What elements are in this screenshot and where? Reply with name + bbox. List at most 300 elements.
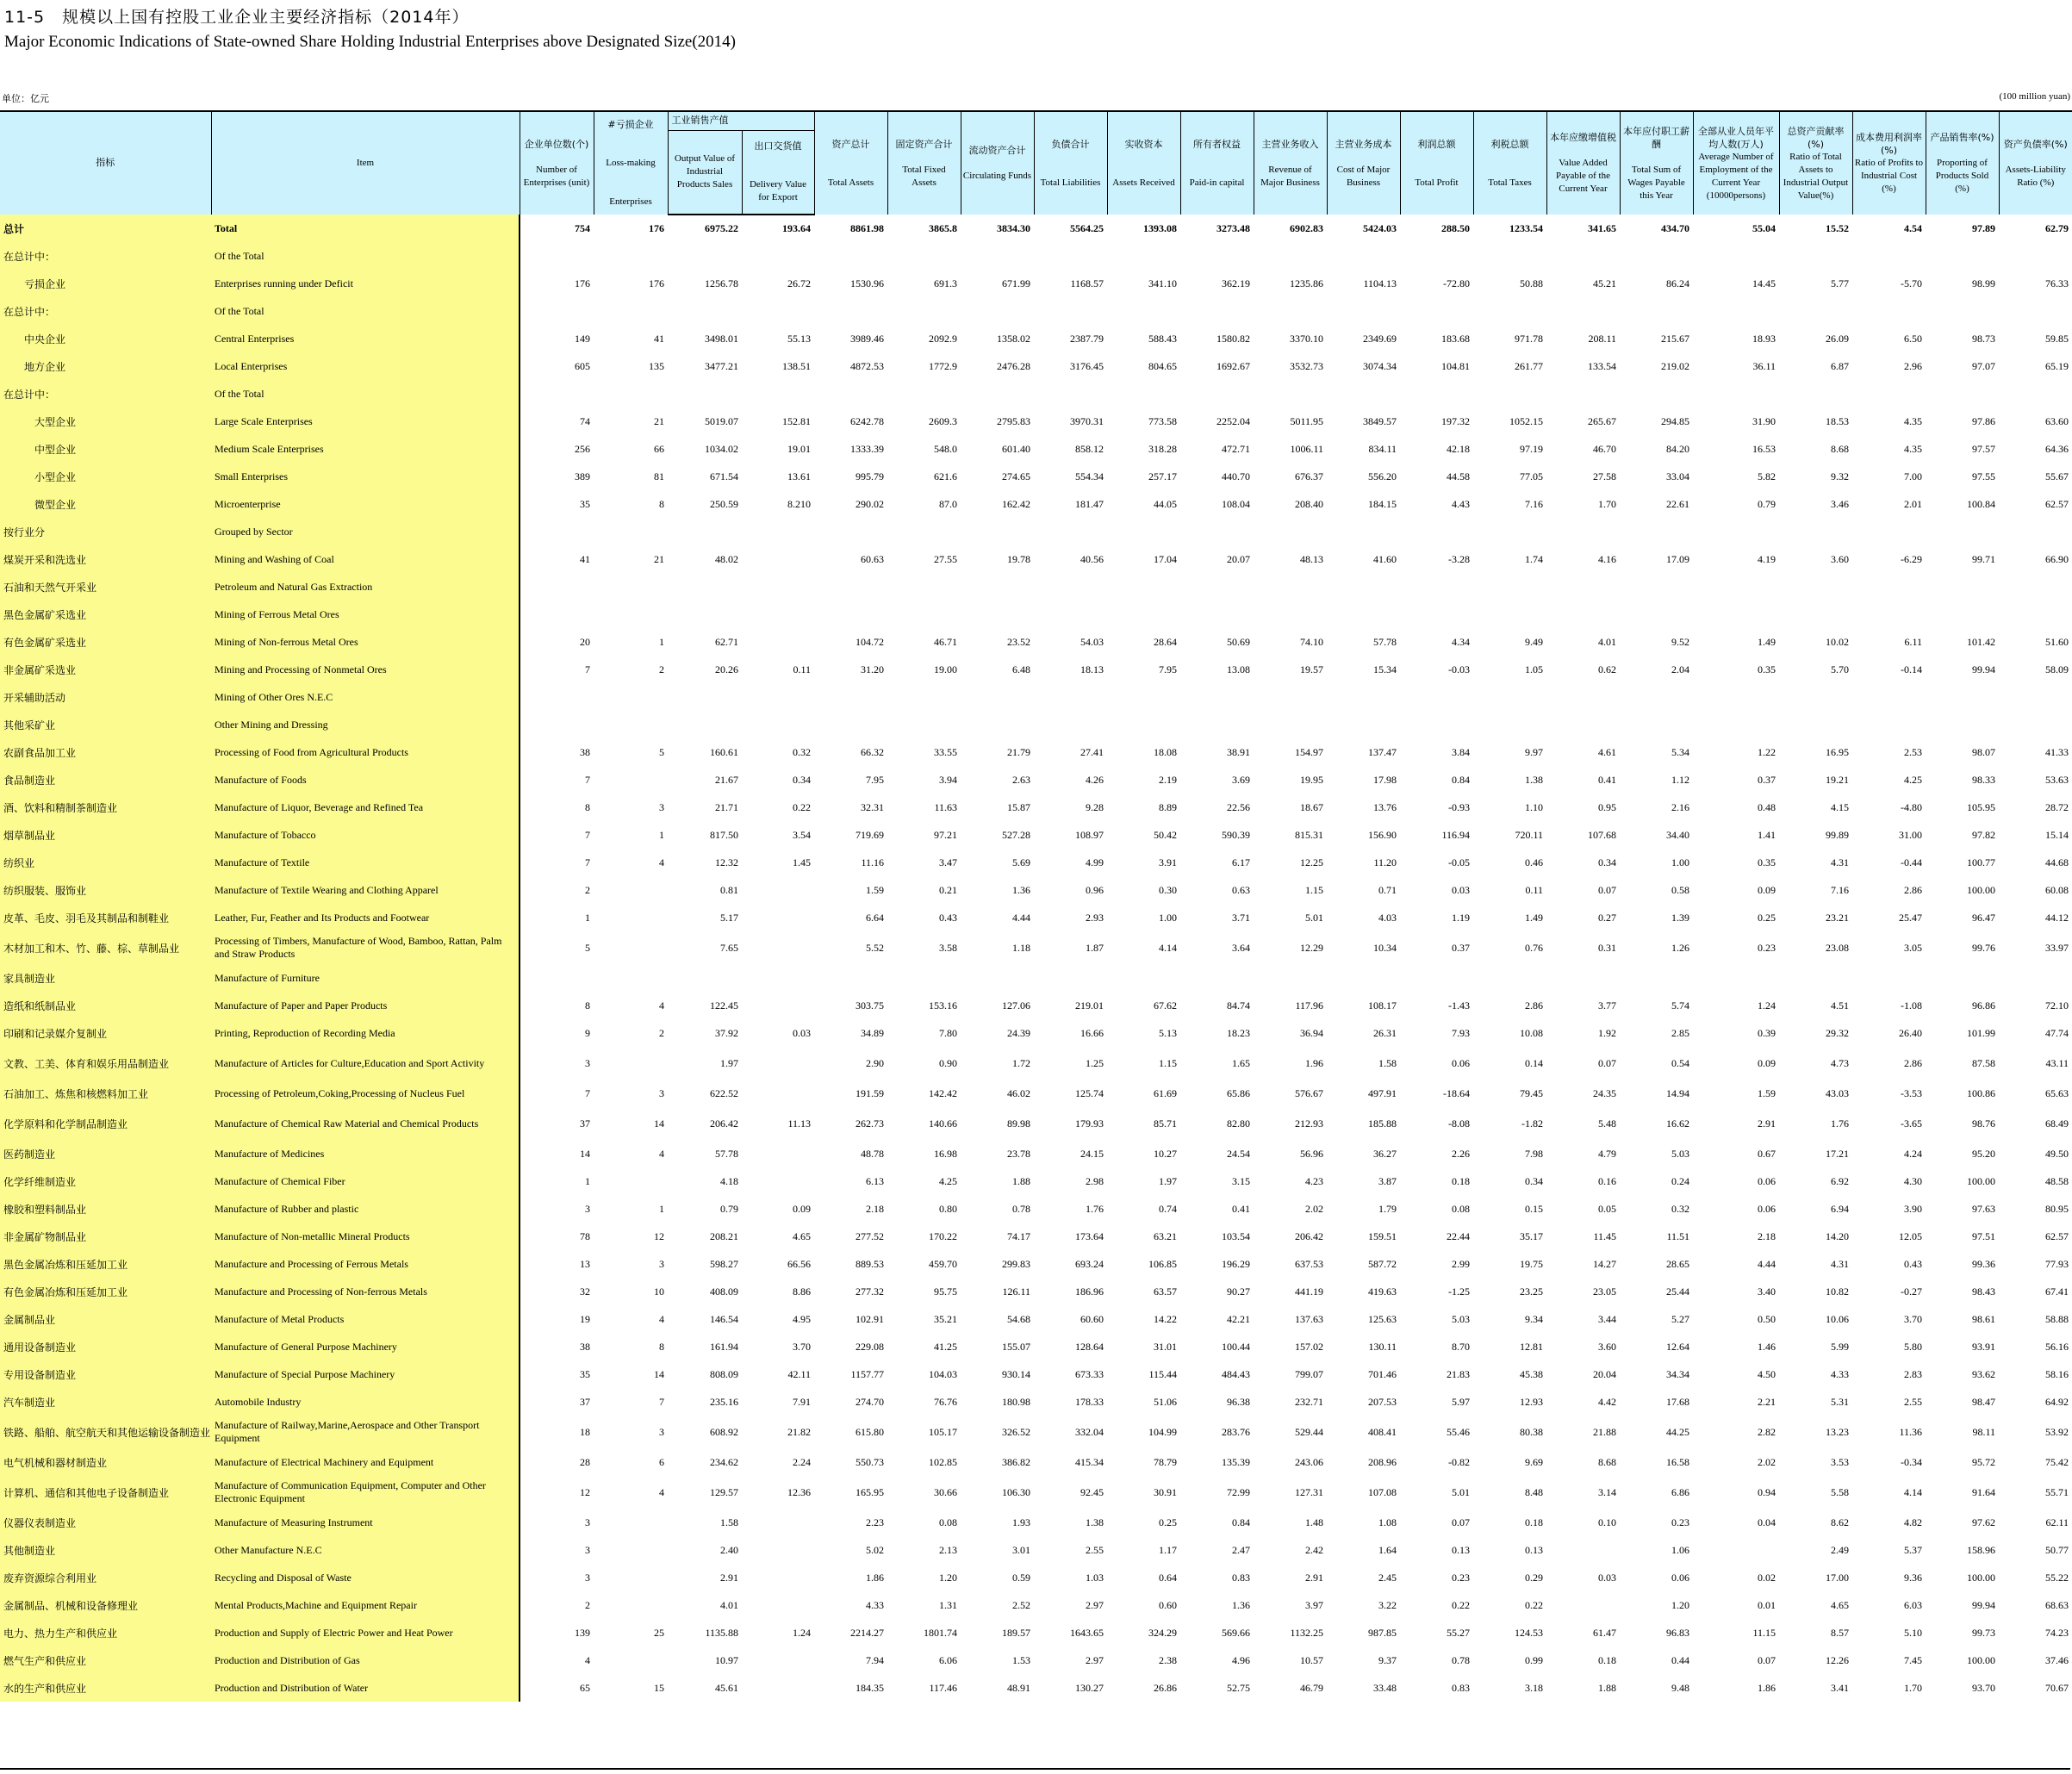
row-value: 1.70: [1598, 497, 1616, 510]
row-value: 162.42: [1002, 497, 1030, 510]
row-value: [1400, 573, 1473, 601]
row-value: 1.88: [1598, 1681, 1616, 1694]
row-value: 81: [654, 470, 664, 482]
row-value: 0.80: [939, 1202, 957, 1215]
row-value: 93.70: [1972, 1681, 1995, 1694]
row-value: 2.90: [866, 1056, 884, 1069]
row-value: 0.37: [1452, 941, 1470, 954]
row-value: 50.42: [1154, 828, 1177, 841]
row-value: 60.08: [2045, 883, 2069, 896]
row-item-en: Of the Total: [211, 242, 520, 270]
row-value: 1157.77: [850, 1367, 884, 1380]
row-value: 3.97: [1305, 1598, 1323, 1611]
row-item-en: Manufacture of Liquor, Beverage and Refined Tea: [211, 794, 520, 821]
row-value: 11.20: [1373, 856, 1397, 868]
row-value: [742, 1047, 814, 1080]
row-value: -1.43: [1448, 999, 1470, 1011]
row-value: 0.06: [1452, 1056, 1470, 1069]
row-indicator-cn: 金属制品、机械和设备修理业: [0, 1591, 211, 1619]
row-value: 3.58: [939, 941, 957, 954]
row-value: -0.27: [1901, 1285, 1922, 1298]
row-value: 7.93: [1452, 1026, 1470, 1039]
row-value: [742, 601, 814, 628]
row-value: 1.76: [1086, 1202, 1104, 1215]
row-value: 56.16: [2045, 1340, 2069, 1353]
table-row: [0, 849, 2072, 876]
row-value: 12: [580, 1485, 590, 1498]
row-value: 1.70: [1904, 1681, 1922, 1694]
row-value: [594, 380, 668, 408]
row-value: 152.81: [782, 414, 811, 427]
row-value: 116.94: [1441, 828, 1470, 841]
header-export: 出口交货值 Delivery Value for Export: [742, 130, 814, 215]
row-value: 274.70: [856, 1395, 884, 1408]
row-value: 0.63: [1232, 883, 1250, 896]
row-value: 90.27: [1227, 1285, 1250, 1298]
header-item: Item: [211, 111, 520, 215]
row-value: 105.17: [929, 1425, 957, 1438]
row-value: 2.96: [1904, 359, 1922, 372]
row-value: 1.12: [1671, 773, 1689, 786]
row-value: 78: [580, 1229, 590, 1242]
row-value: [1107, 380, 1180, 408]
row-value: [1852, 573, 1926, 601]
row-value: 95.20: [1972, 1147, 1995, 1160]
row-value: 30.66: [934, 1485, 957, 1498]
row-value: 28: [580, 1455, 590, 1468]
row-value: 179.93: [1075, 1117, 1104, 1130]
row-value: 108.04: [1222, 497, 1250, 510]
row-value: 100.44: [1222, 1340, 1250, 1353]
row-value: 28.64: [1154, 635, 1177, 648]
row-value: 50.88: [1520, 277, 1543, 289]
row-value: 1: [585, 1174, 590, 1187]
row-value: [1999, 518, 2072, 545]
row-value: 615.80: [856, 1425, 884, 1438]
row-value: 834.11: [1368, 442, 1397, 455]
row-value: 1052.15: [1509, 414, 1543, 427]
row-value: [814, 518, 887, 545]
row-item-en: Manufacture of General Purpose Machinery: [211, 1333, 520, 1360]
table-row: [0, 463, 2072, 490]
row-value: 4.14: [1904, 1485, 1922, 1498]
row-value: [1620, 518, 1693, 545]
row-value: [814, 242, 887, 270]
row-value: 63.57: [1154, 1285, 1177, 1298]
row-value: 127.06: [1002, 999, 1030, 1011]
row-value: 12.32: [715, 856, 738, 868]
row-value: 11.63: [934, 800, 957, 813]
row-value: 212.93: [1295, 1117, 1323, 1130]
row-value: 207.53: [1368, 1395, 1397, 1408]
row-value: [1926, 711, 1999, 738]
row-value: 4.30: [1904, 1174, 1922, 1187]
table-bottom-rule: [0, 1768, 2070, 1770]
row-value: 326.52: [1002, 1425, 1030, 1438]
row-value: 21.79: [1007, 745, 1030, 758]
row-value: 1.74: [1525, 552, 1543, 565]
row-value: 0.25: [1758, 911, 1776, 924]
table-row: [0, 1674, 2072, 1702]
row-value: 671.54: [710, 470, 738, 482]
row-value: 274.65: [1002, 470, 1030, 482]
row-value: 36.11: [1752, 359, 1776, 372]
row-value: [1926, 380, 1999, 408]
table-row: [0, 408, 2072, 435]
row-value: [1546, 518, 1620, 545]
row-value: [1473, 964, 1546, 992]
row-value: 100.84: [1967, 497, 1995, 510]
row-value: 4.03: [1378, 911, 1397, 924]
row-value: 12.05: [1899, 1229, 1922, 1242]
row-value: 37: [580, 1395, 590, 1408]
row-value: 2.19: [1159, 773, 1177, 786]
row-value: 22.61: [1666, 497, 1689, 510]
row-value: 19.00: [934, 663, 957, 675]
header-employment: 全部从业人员年平均人数(万人) Average Number of Employment of the Current Year (10000persons): [1693, 111, 1779, 215]
row-value: 51.06: [1154, 1395, 1177, 1408]
row-value: 0.34: [1525, 1174, 1543, 1187]
row-value: 5.13: [1159, 1026, 1177, 1039]
header-loss-making: #亏损企业 Loss-making Enterprises: [594, 111, 668, 215]
row-value: 42.11: [787, 1367, 811, 1380]
row-item-en: Manufacture and Processing of Ferrous Metals: [211, 1250, 520, 1278]
row-value: 6.50: [1904, 332, 1922, 345]
row-value: 11.13: [787, 1117, 811, 1130]
row-value: [1107, 711, 1180, 738]
row-value: 26.31: [1373, 1026, 1397, 1039]
row-value: 1233.54: [1509, 221, 1543, 234]
table-row: [0, 1167, 2072, 1195]
row-value: 2.97: [1086, 1653, 1104, 1666]
row-value: 720.11: [1515, 828, 1543, 841]
row-value: [1107, 964, 1180, 992]
header-taxes: 利税总额 Total Taxes: [1473, 111, 1546, 215]
row-value: 590.39: [1222, 828, 1250, 841]
row-value: 46.02: [1007, 1086, 1030, 1099]
row-item-en: Mining and Washing of Coal: [211, 545, 520, 573]
row-value: [1473, 711, 1546, 738]
row-value: [1473, 242, 1546, 270]
row-value: 97.82: [1972, 828, 1995, 841]
header-cost-profit: 成本费用利润率(%) Ratio of Profits to Industrial Cost (%): [1852, 111, 1926, 215]
row-value: [742, 1140, 814, 1167]
row-value: 2.13: [939, 1543, 957, 1556]
row-value: 57.78: [715, 1147, 738, 1160]
row-value: -5.70: [1901, 277, 1922, 289]
row-value: 3477.21: [705, 359, 738, 372]
row-value: 50.69: [1227, 635, 1250, 648]
row-value: [1926, 573, 1999, 601]
row-value: 72.10: [2045, 999, 2069, 1011]
row-value: 3.94: [939, 773, 957, 786]
row-value: 97.63: [1972, 1202, 1995, 1215]
row-value: 15.87: [1007, 800, 1030, 813]
row-value: [1034, 711, 1107, 738]
row-value: [1180, 964, 1254, 992]
row-value: [887, 573, 961, 601]
row-value: 3.41: [1831, 1681, 1849, 1694]
row-value: 1580.82: [1216, 332, 1250, 345]
row-value: 0.10: [1598, 1516, 1616, 1528]
row-value: 277.32: [856, 1285, 884, 1298]
row-value: 799.07: [1295, 1367, 1323, 1380]
row-value: [668, 683, 742, 711]
row-value: 0.08: [939, 1516, 957, 1528]
table-row: [0, 1646, 2072, 1674]
row-value: 55.04: [1752, 221, 1776, 234]
row-value: 44.68: [2045, 856, 2069, 868]
row-value: 459.70: [929, 1257, 957, 1270]
table-row: [0, 601, 2072, 628]
row-value: 58.16: [2045, 1367, 2069, 1380]
table-row: [0, 490, 2072, 518]
row-value: 66.90: [2045, 552, 2069, 565]
row-value: 45.21: [1593, 277, 1616, 289]
row-value: 1.00: [1159, 911, 1177, 924]
row-value: 66: [654, 442, 664, 455]
row-value: 74.10: [1300, 635, 1323, 648]
row-value: 3370.10: [1290, 332, 1323, 345]
row-value: [742, 1646, 814, 1674]
row-value: [961, 711, 1034, 738]
row-value: 4.43: [1452, 497, 1470, 510]
row-indicator-cn: 地方企业: [0, 352, 211, 380]
table-row: [0, 1250, 2072, 1278]
row-value: 0.23: [1758, 941, 1776, 954]
row-value: 31.20: [861, 663, 884, 675]
row-value: 98.99: [1972, 277, 1995, 289]
row-value: 415.34: [1075, 1455, 1104, 1468]
row-value: 0.01: [1758, 1598, 1776, 1611]
table-row: [0, 1195, 2072, 1223]
row-value: [1034, 964, 1107, 992]
row-value: 21.71: [715, 800, 738, 813]
row-value: 5: [659, 745, 664, 758]
row-value: 45.61: [715, 1681, 738, 1694]
row-item-en: Manufacture of Railway,Marine,Aerospace and Other Transport Equipment: [211, 1416, 520, 1448]
row-value: 6.06: [939, 1653, 957, 1666]
row-value: 46.71: [934, 635, 957, 648]
row-value: 98.47: [1972, 1395, 1995, 1408]
row-value: 10.27: [1154, 1147, 1177, 1160]
row-value: 87.0: [939, 497, 957, 510]
row-value: 13.61: [787, 470, 811, 482]
row-item-en: Manufacture and Processing of Non-ferrous Metals: [211, 1278, 520, 1305]
row-value: 1135.88: [705, 1626, 738, 1639]
row-indicator-cn: 微型企业: [0, 490, 211, 518]
table-row: [0, 1448, 2072, 1476]
row-value: 33.48: [1373, 1681, 1397, 1694]
row-value: 35.17: [1520, 1229, 1543, 1242]
row-value: 159.51: [1368, 1229, 1397, 1242]
row-value: 11.45: [1593, 1229, 1616, 1242]
row-value: 3.60: [1831, 552, 1849, 565]
row-value: 183.68: [1441, 332, 1470, 345]
row-value: 51.60: [2045, 635, 2069, 648]
header-profit: 利润总额 Total Profit: [1400, 111, 1473, 215]
row-value: 1.36: [1232, 1598, 1250, 1611]
row-value: 7.95: [866, 773, 884, 786]
row-value: 18.93: [1752, 332, 1776, 345]
row-value: -6.29: [1901, 552, 1922, 565]
row-value: -0.05: [1448, 856, 1470, 868]
table-row: [0, 711, 2072, 738]
row-value: 0.02: [1758, 1571, 1776, 1584]
row-value: 1.10: [1525, 800, 1543, 813]
row-value: 93.62: [1972, 1367, 1995, 1380]
row-value: 130.27: [1075, 1681, 1104, 1694]
row-value: 0.83: [1232, 1571, 1250, 1584]
row-value: 16.98: [934, 1147, 957, 1160]
row-value: 773.58: [1148, 414, 1177, 427]
row-value: 362.19: [1222, 277, 1250, 289]
row-value: 75.42: [2045, 1455, 2069, 1468]
row-value: 2.23: [866, 1516, 884, 1528]
row-value: 66.56: [787, 1257, 811, 1270]
row-value: -1.25: [1448, 1285, 1470, 1298]
row-value: 18.08: [1154, 745, 1177, 758]
row-indicator-cn: 其他制造业: [0, 1536, 211, 1564]
row-value: [594, 1564, 668, 1591]
row-value: 2.18: [866, 1202, 884, 1215]
table-row: [0, 1476, 2072, 1509]
row-indicator-cn: 农副食品加工业: [0, 738, 211, 766]
row-value: 100.77: [1967, 856, 1995, 868]
row-value: 48.78: [861, 1147, 884, 1160]
row-value: 6975.22: [705, 222, 738, 234]
row-value: 161.94: [710, 1340, 738, 1353]
row-value: [742, 297, 814, 325]
row-value: 2252.04: [1216, 414, 1250, 427]
header-indicator: 指标: [0, 111, 211, 215]
row-item-en: Large Scale Enterprises: [211, 408, 520, 435]
row-value: 26.72: [787, 277, 811, 289]
row-value: 153.16: [929, 999, 957, 1011]
row-value: 105.95: [1967, 800, 1995, 813]
row-value: 4: [659, 1147, 664, 1160]
row-value: 49.50: [2045, 1147, 2069, 1160]
row-value: 0.11: [1525, 883, 1543, 896]
row-value: 8: [659, 497, 664, 510]
row-value: 158.96: [1967, 1543, 1995, 1556]
row-value: 1.72: [1012, 1056, 1030, 1069]
row-value: 3.70: [1904, 1312, 1922, 1325]
row-value: 24.35: [1593, 1086, 1616, 1099]
row-value: 27.58: [1593, 470, 1616, 482]
row-indicator-cn: 亏损企业: [0, 270, 211, 297]
row-value: [594, 242, 668, 270]
row-value: 18.13: [1080, 663, 1104, 675]
row-value: [742, 964, 814, 992]
row-value: 341.65: [1588, 221, 1616, 234]
row-value: [1107, 242, 1180, 270]
row-value: [1546, 683, 1620, 711]
row-value: 64.92: [2045, 1395, 2069, 1408]
row-value: 0.06: [1758, 1174, 1776, 1187]
table-row: [0, 766, 2072, 794]
row-value: 2.01: [1904, 497, 1922, 510]
table-row: [0, 1305, 2072, 1333]
row-value: [1473, 601, 1546, 628]
row-value: 419.63: [1368, 1285, 1397, 1298]
page-subtitle: Major Economic Indications of State-owned Share Holding Industrial Enterprises above Designated Size(2014): [4, 33, 736, 51]
row-value: 1132.25: [1290, 1626, 1323, 1639]
row-value: 98.07: [1972, 745, 1995, 758]
row-value: [594, 518, 668, 545]
row-value: 14: [654, 1117, 664, 1130]
row-value: 4.33: [866, 1598, 884, 1611]
row-value: [742, 1564, 814, 1591]
row-value: 139: [575, 1626, 590, 1639]
row-value: [1473, 297, 1546, 325]
row-value: [1327, 242, 1400, 270]
row-value: 98.43: [1972, 1285, 1995, 1298]
row-value: 1: [659, 828, 664, 841]
row-value: 3.64: [1232, 941, 1250, 954]
row-value: 1.36: [1012, 883, 1030, 896]
row-item-en: Grouped by Sector: [211, 518, 520, 545]
row-value: 62.11: [2045, 1516, 2069, 1528]
row-value: [1693, 964, 1779, 992]
row-value: 1.65: [1232, 1056, 1250, 1069]
row-value: 8.68: [1598, 1455, 1616, 1468]
row-value: 34.40: [1666, 828, 1689, 841]
row-value: [520, 380, 594, 408]
row-value: 36.94: [1300, 1026, 1323, 1039]
row-value: 77.93: [2045, 1257, 2069, 1270]
row-value: 1.08: [1378, 1516, 1397, 1528]
row-value: 130.11: [1368, 1340, 1397, 1353]
row-value: [742, 1591, 814, 1619]
row-value: [668, 601, 742, 628]
row-value: 1772.9: [929, 359, 957, 372]
row-value: -0.44: [1901, 856, 1922, 868]
row-value: 2.98: [1086, 1174, 1104, 1187]
row-value: [668, 964, 742, 992]
row-value: 408.41: [1368, 1425, 1397, 1438]
table-row: [0, 628, 2072, 656]
row-value: 30.91: [1154, 1485, 1177, 1498]
row-value: -1.08: [1901, 999, 1922, 1011]
row-value: 189.57: [1002, 1626, 1030, 1639]
row-value: 0.07: [1758, 1653, 1776, 1666]
row-value: -4.80: [1901, 800, 1922, 813]
row-indicator-cn: 烟草制品业: [0, 821, 211, 849]
row-indicator-cn: 在总计中：: [0, 242, 211, 270]
row-item-en: Manufacture of Measuring Instrument: [211, 1509, 520, 1536]
row-value: 3865.8: [929, 221, 957, 234]
row-value: 53.63: [2045, 773, 2069, 786]
row-value: 4.33: [1831, 1367, 1849, 1380]
row-value: [742, 628, 814, 656]
row-value: [1180, 711, 1254, 738]
row-item-en: Leather, Fur, Feather and Its Products and Footwear: [211, 904, 520, 931]
table-row: [0, 1360, 2072, 1388]
row-value: [1327, 518, 1400, 545]
row-value: [1254, 242, 1327, 270]
row-value: 2.45: [1378, 1571, 1397, 1584]
row-value: 32.31: [861, 800, 884, 813]
row-value: 3: [585, 1056, 590, 1069]
row-value: 26.09: [1826, 332, 1849, 345]
row-value: 5.99: [1831, 1340, 1849, 1353]
row-value: [1254, 518, 1327, 545]
row-value: 0.64: [1159, 1571, 1177, 1584]
row-value: 2.82: [1758, 1425, 1776, 1438]
row-value: [742, 518, 814, 545]
row-value: -3.65: [1901, 1117, 1922, 1130]
